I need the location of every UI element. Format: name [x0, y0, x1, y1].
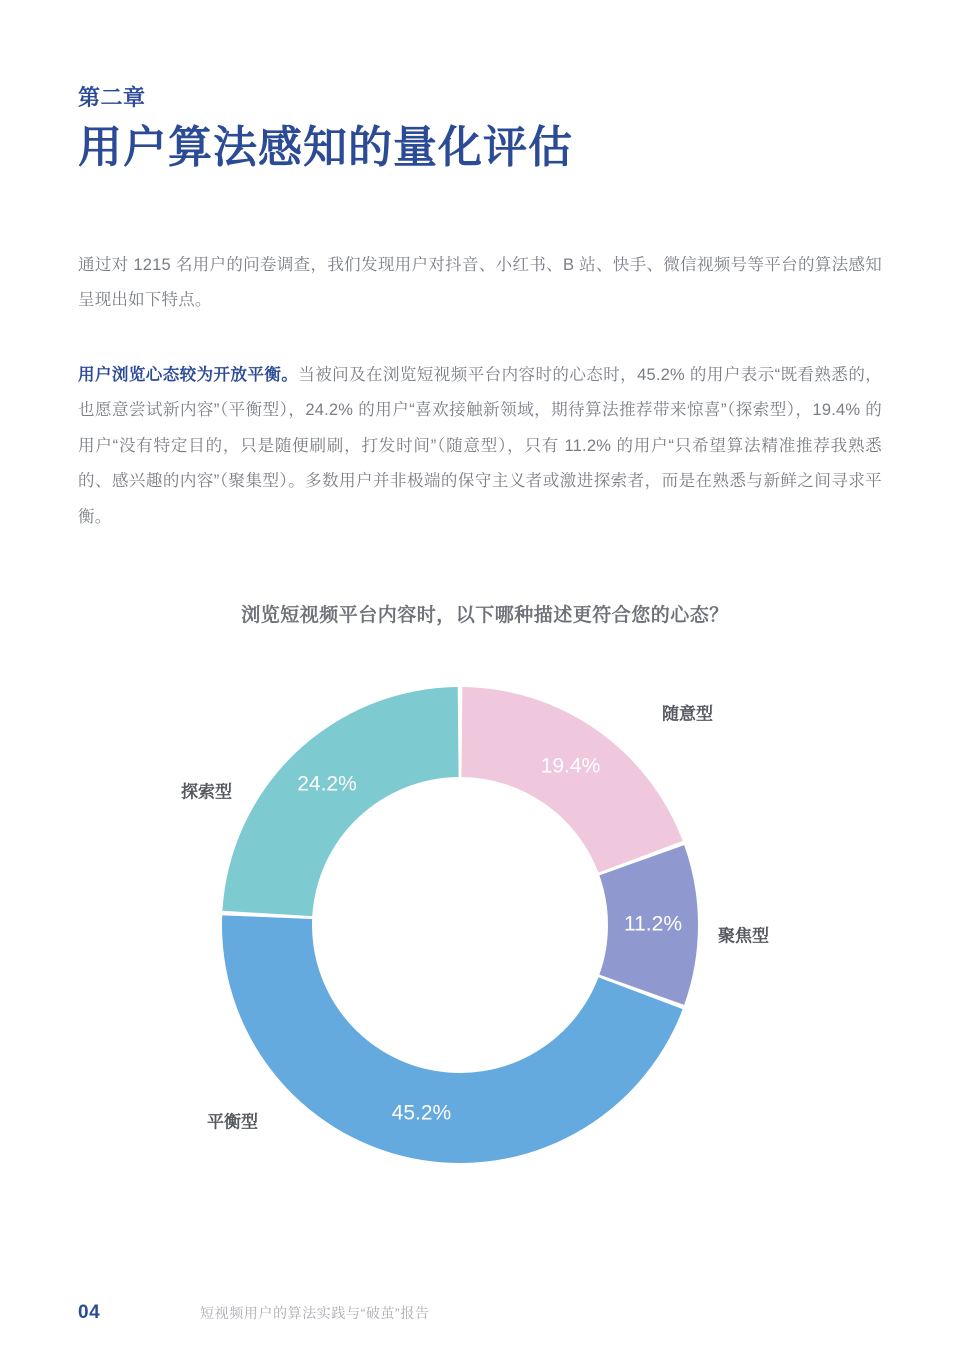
page-header [78, 84, 878, 174]
page-footer [78, 1302, 882, 1324]
findings-lead-in: 用户浏览心态较为开放平衡。 [78, 366, 299, 384]
findings-body: 当被问及在浏览短视频平台内容时的心态时，45.2% 的用户表示“既看熟悉的，也愿意尝试新内容”（平衡型），24.2% 的用户“喜欢接触新领域，期待算法推荐带来惊喜”（探索型），19.4% 的用户“没有特定目的，只是随便刷刷，打发时间”（随意型），只有 11.2% 的用户“只希望算法精准推荐我熟悉的、感兴趣的内容”（聚集型）。多数用户并非极端的保守主义者或激进探索者，而是在熟悉与新鲜之间寻求平衡。 [78, 366, 882, 526]
findings-paragraph [78, 358, 882, 535]
slice-label-随意型: 随意型 [662, 704, 713, 724]
donut-slice-探索型[interactable] [222, 687, 458, 916]
slice-value-平衡型: 45.2% [391, 1101, 452, 1125]
intro-paragraph: 通过对 1215 名用户的问卷调查，我们发现用户对抖音、小红书、B 站、快手、微信视频号等平台的算法感知呈现出如下特点。 [78, 256, 882, 310]
page-title: 用户算法感知的量化评估 [78, 122, 573, 172]
slice-value-探索型: 24.2% [297, 772, 357, 796]
chart-title: 浏览短视频平台内容时，以下哪种描述更符合您的心态？ [241, 605, 729, 626]
slice-label-聚焦型: 聚焦型 [718, 926, 769, 946]
slice-value-随意型: 19.4% [540, 754, 601, 778]
slice-value-聚焦型: 11.2% [624, 912, 682, 936]
page-number: 04 [78, 1302, 101, 1323]
chart-section [0, 600, 960, 1215]
slice-label-平衡型: 平衡型 [207, 1112, 258, 1132]
chapter-kicker: 第二章 [78, 85, 146, 110]
slice-label-探索型: 探索型 [181, 782, 232, 802]
donut-chart-svg [0, 655, 960, 1215]
donut-slice-随意型[interactable] [461, 687, 682, 873]
donut-chart [0, 655, 960, 1215]
footer-title: 短视频用户的算法实践与“破茧”报告 [200, 1305, 430, 1321]
